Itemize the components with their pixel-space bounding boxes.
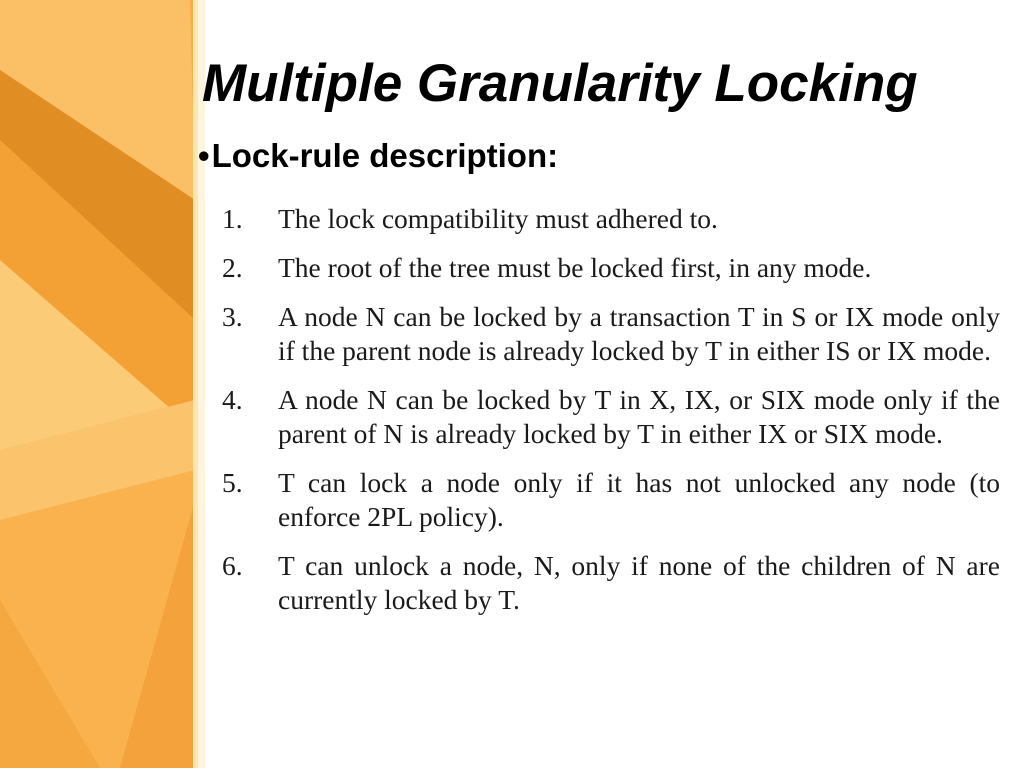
rule-text: A node N can be locked by a transaction T in S or IX mode only if the parent node is already locked by T in either IS or IX mode. [278, 301, 1000, 366]
list-item [222, 202, 1000, 236]
rule-text: T can unlock a node, N, only if none of the children of N are currently locked by T. [278, 550, 1000, 615]
decorative-sidebar [0, 0, 205, 768]
slide-title: Multiple Granularity Locking [202, 54, 918, 113]
rule-text: T can lock a node only if it has not unlocked any node (to enforce 2PL policy). [278, 467, 1000, 532]
rule-number: 5. [222, 467, 243, 498]
rule-text: The lock compatibility must adhered to. [278, 203, 718, 234]
list-item [222, 549, 1000, 617]
rule-number: 2. [222, 252, 243, 283]
sidebar-art [0, 0, 205, 768]
rule-number: 1. [222, 203, 243, 234]
rule-number: 3. [222, 301, 243, 332]
lock-rules-list [222, 202, 1000, 632]
rule-number: 4. [222, 384, 243, 415]
subtitle-text: Lock-rule description: [211, 137, 559, 174]
list-item [222, 383, 1000, 451]
list-item [222, 466, 1000, 534]
rule-number: 6. [222, 550, 243, 581]
rule-text: The root of the tree must be locked first, in any mode. [278, 252, 872, 283]
rule-text: A node N can be locked by T in X, IX, or SIX mode only if the parent of N is already locked by T in either IX or SIX mode. [278, 384, 1000, 449]
slide-subtitle [198, 136, 558, 176]
list-item [222, 251, 1000, 285]
bullet-icon: • [198, 137, 210, 174]
list-item [222, 300, 1000, 368]
